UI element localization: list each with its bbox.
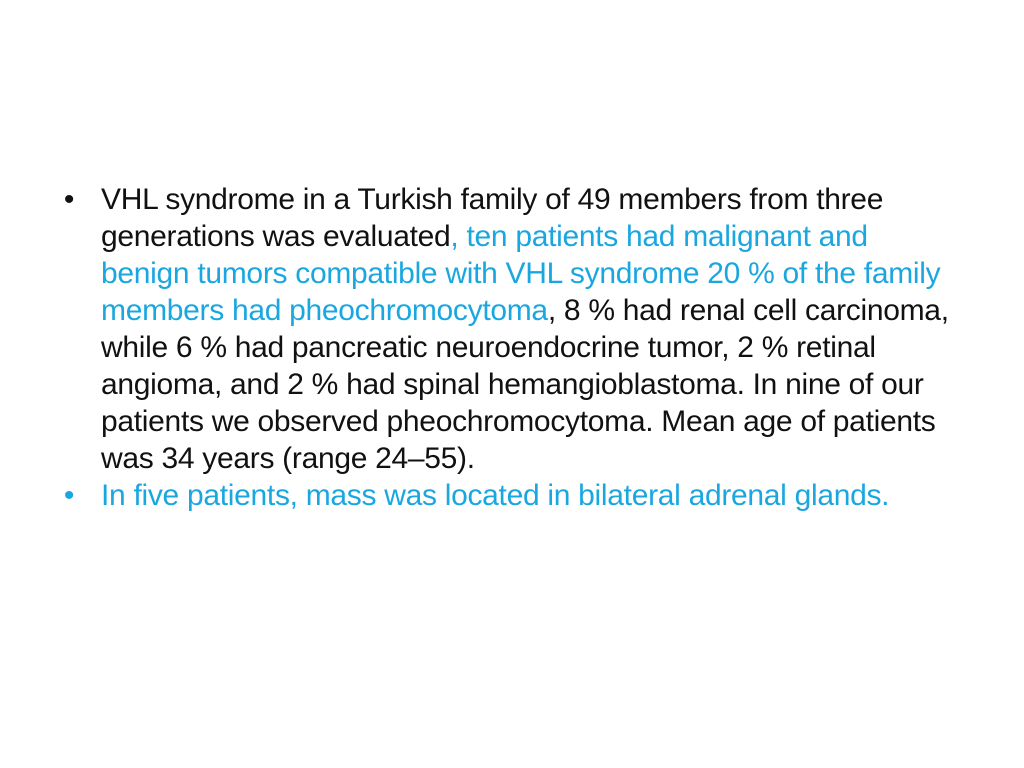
bullet-2-text: In five patients, mass was located in bilateral adrenal glands. <box>101 479 890 512</box>
bullet-list <box>58 181 958 514</box>
bullet-item-2 <box>58 477 958 514</box>
bullet-1-text-part-3: , 8 % had renal cell carcinoma, while 6 % had pancreatic neuroendocrine tumor, 2 % retinal angioma, and 2 % had spinal hemangioblastoma. In nine of our patients we observed pheochromocytoma. Mean age of patients was 34 years (range 24–55). <box>101 294 949 475</box>
bullet-dot-icon: • <box>63 479 75 512</box>
bullet-1-text-part-2: , ten patients had malignant and benign tumors compatible with VHL syndrome 20 % of the family members had pheochromocytoma <box>101 220 941 327</box>
bullet-dot-icon: • <box>63 183 75 216</box>
bullet-item-1 <box>58 181 958 477</box>
bullet-1-text-part-1: VHL syndrome in a Turkish family of 49 members from three generations was evaluated <box>101 183 884 253</box>
